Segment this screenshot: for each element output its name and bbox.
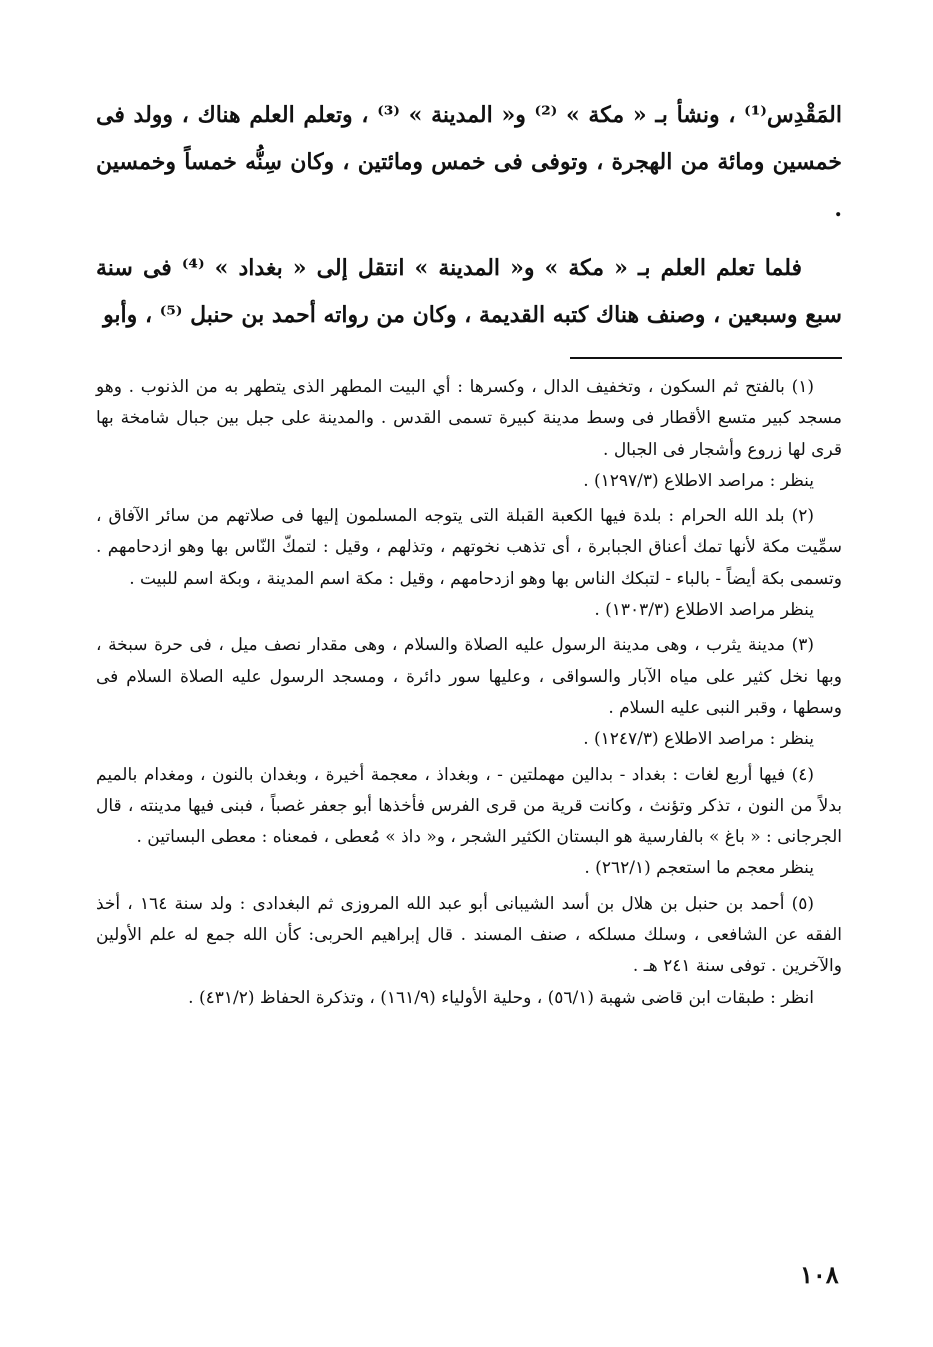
footnote-reference: ينظر مراصد الاطلاع (١٣٠٣/٣) . bbox=[594, 600, 814, 621]
footnote-reference: ينظر معجم ما استعجم (٢٦٢/١) . bbox=[584, 858, 814, 879]
main-text bbox=[96, 92, 842, 351]
footnote-reference: انظر : طبقات ابن قاضى شهبة (٥٦/١) ، وحلية الأولياء (١٦١/٩) ، وتذكرة الحفاظ (٤٣١/٢) . bbox=[188, 987, 814, 1008]
footnotes bbox=[96, 372, 842, 1014]
footnote-reference: ينظر : مراصد الاطلاع (١٢٩٧/٣) . bbox=[583, 470, 814, 491]
footnote: (١) بالفتح ثم السكون ، وتخفيف الدال ، وكسرها : أي البيت المطهر الذى يتطهر به من الذنوب . وهو مسجد كبير متسع الأقطار فى وسط مدينة كبيرة تسمى القدس . والمدينة على جبل بين جبال شامخة بها قرى لها زروع وأشجار فى الجبال . bbox=[96, 377, 842, 460]
main-paragraph: فلما تعلم العلم بـ « مكة » و« المدينة » انتقل إلى « بغداد » ⁽⁴⁾ فى سنة سبع وسبعين ، وصنف هناك كتبه القديمة ، وكان من رواته أحمد بن حنبل ⁽⁵⁾ ، وأبو bbox=[96, 255, 842, 328]
footnote: (٢) بلد الله الحرام : بلدة فيها الكعبة القبلة التى يتوجه المسلمون إليها فى صلاتهم من سائر الآفاق ، سمِّيت مكة لأنها تمك أعناق الجبابرة ، أى تذهب نخوتهم ، وتذلهم ، وقيل : لتمكّ النّاس بها وهو ازدحامهم . وتسمى بكة أيضاً - بالباء - لتبكك الناس بها وهو ازدحامهم ، وقيل : مكة اسم المدينة ، وبكة اسم للبيت . bbox=[96, 506, 842, 589]
page-number: ١٠٨ bbox=[800, 1260, 839, 1289]
footnote-reference: ينظر : مراصد الاطلاع (١٢٤٧/٣) . bbox=[583, 729, 814, 750]
footnote: (٣) مدينة يثرب ، وهى مدينة الرسول عليه الصلاة والسلام ، وهى مقدار نصف ميل ، فى حرة سبخة ، وبها نخل كثير على مياه الآبار والسواقى ، وعليها سور دائرة ، ومسجد الرسول عليه الصلاة السلام فى وسطها ، وقبر النبى عليه السلام . bbox=[96, 635, 842, 718]
footnote-divider bbox=[570, 357, 842, 359]
footnote: (٥) أحمد بن حنبل بن هلال بن أسد الشيبانى أبو عبد الله المروزى ثم البغدادى : ولد سنة ١٦٤ ، أخذ الفقه عن الشافعى ، وسلك مسلكه ، صنف المسند . قال إبراهيم الحربى: كأن الله جمع له علم الأولين والآخرين . توفى سنة ٢٤١ هـ . bbox=[96, 893, 842, 977]
footnote: (٤) فيها أربع لغات : بغداد - بدالين مهملتين - ، وبغداذ ، معجمة أخيرة ، وبغدان بالنون ، ومغدام بالميم بدلاً من النون ، تذكر وتؤنث ، وكانت قرية من قرى الفرس فأخذها أبو جعفر غصباً ، فبنى فيها مدينته ، قال الجرجانى : « باغ » بالفارسية هو البستان الكثير الشجر ، و« داذ » مُعطى ، فمعناه : معطى البساتين . bbox=[96, 764, 842, 848]
main-paragraph: المَقْدِس⁽¹⁾ ، ونشأ بـ « مكة » ⁽²⁾ و« المدينة » ⁽³⁾ ، وتعلم العلم هناك ، وولد فى خمسين ومائة من الهجرة ، وتوفى فى خمس ومائتين ، وكان سِنُّه خمساً وخمسين . bbox=[96, 102, 842, 222]
